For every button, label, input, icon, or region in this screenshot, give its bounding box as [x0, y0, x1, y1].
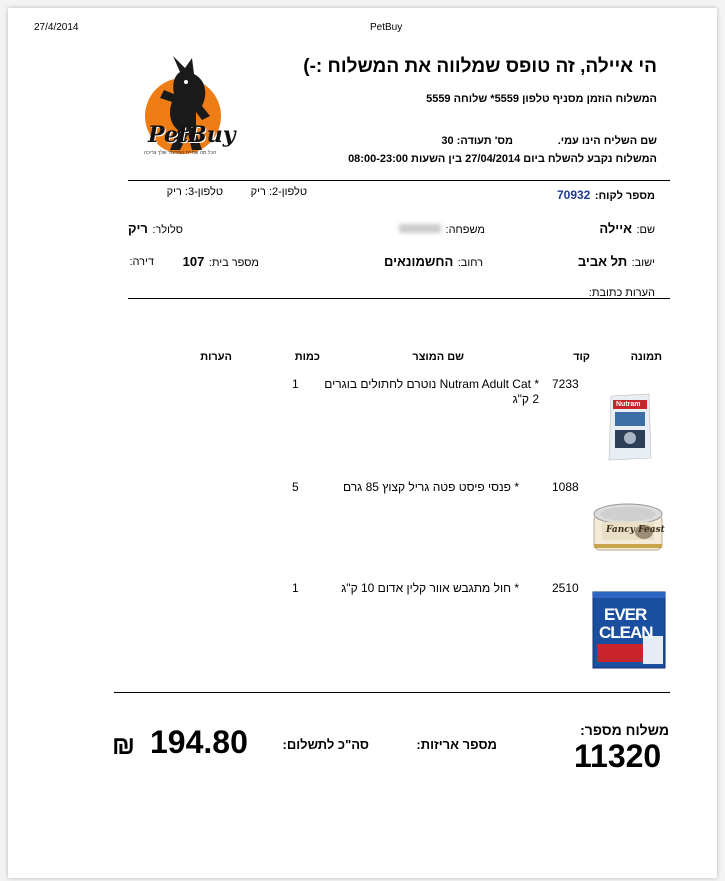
phone2: טלפון-2: ריק: [250, 186, 307, 198]
header-notes: הערות: [200, 351, 232, 363]
row1-qty: 1: [292, 377, 299, 391]
row1-code: 7233: [552, 377, 579, 391]
print-title: PetBuy: [370, 22, 403, 33]
total-amount: 194.80: [150, 724, 248, 760]
ordered-from: המשלוח הוזמן מסניף טלפון 5559* שלוחה 5559: [426, 93, 657, 105]
doc-number: מס' תעודה: 30: [441, 135, 513, 147]
customer-number-value: 70932: [556, 188, 591, 202]
fancy-feast-can-image: [592, 498, 664, 554]
customer-family: משפחה:: [399, 220, 485, 238]
header-quantity: כמות: [294, 351, 320, 363]
petbuy-logo: [140, 54, 236, 164]
currency-symbol: ₪: [112, 730, 135, 760]
ever-clean-logo-clean: CLEAN: [599, 623, 653, 642]
delivery-schedule: המשלוח נקבע להשלח ביום 27/04/2014 בין השעות 08:00-23:00: [348, 153, 657, 165]
customer-name-value: איילה: [599, 221, 632, 236]
redacted-family: [399, 224, 441, 233]
header-image: תמונה: [630, 351, 662, 363]
ever-clean-logo-ever: EVER: [604, 605, 647, 624]
phone3: טלפון-3: ריק: [166, 186, 223, 198]
row3-code: 2510: [552, 581, 579, 595]
nutram-logo-text: Nutram: [616, 401, 641, 408]
nutram-bag-image: [607, 390, 653, 462]
divider: [128, 180, 670, 181]
header-code: קוד: [573, 351, 590, 363]
row1-name: * Nutram Adult Cat נוטרם לחתולים בוגרים 2 ק"ג: [324, 377, 539, 406]
row2-code: 1088: [552, 480, 579, 494]
ever-clean-box-image: [591, 588, 667, 670]
fancy-feast-logo-text: Fancy Feast: [606, 525, 665, 535]
customer-city: ישוב: תל אביב: [577, 254, 655, 269]
customer-name: שם: איילה: [599, 221, 655, 236]
customer-street: רחוב: החשמונאים: [384, 254, 483, 269]
address-notes-label: הערות כתובת:: [588, 287, 655, 299]
document-page: [8, 8, 717, 878]
sender-name: שם השליח הינו עמי.: [557, 135, 657, 147]
logo-tagline: הכל מה שחיית המחמד שלך צריכה: [144, 150, 217, 156]
shipment-number: 11320: [574, 738, 662, 774]
logo-text: PetBuy: [148, 122, 236, 148]
print-date: 27/4/2014: [34, 22, 79, 33]
row2-name: * פנסי פיסט פטה גריל קצוץ 85 גרם: [342, 480, 519, 494]
greeting-title: הי איילה, זה טופס שמלווה את המשלוח :-): [303, 56, 657, 77]
total-label: סה"כ לתשלום:: [282, 737, 369, 752]
customer-number: מספר לקוח: 70932: [556, 188, 655, 202]
row3-qty: 1: [292, 581, 299, 595]
shipment-number-label: משלוח מספר:: [580, 722, 669, 738]
divider: [128, 298, 670, 299]
customer-cell: סלולר: ריק: [127, 221, 183, 236]
customer-apartment-label: דירה:: [129, 256, 154, 268]
divider: [114, 692, 670, 693]
packages-label: מספר אריזות:: [416, 737, 497, 752]
row3-name: * חול מתגבש אוור קלין אדום 10 ק"ג: [341, 581, 519, 595]
header-product-name: שם המוצר: [412, 351, 464, 363]
customer-house: מספר בית: 107: [182, 254, 259, 269]
row2-qty: 5: [292, 480, 299, 494]
